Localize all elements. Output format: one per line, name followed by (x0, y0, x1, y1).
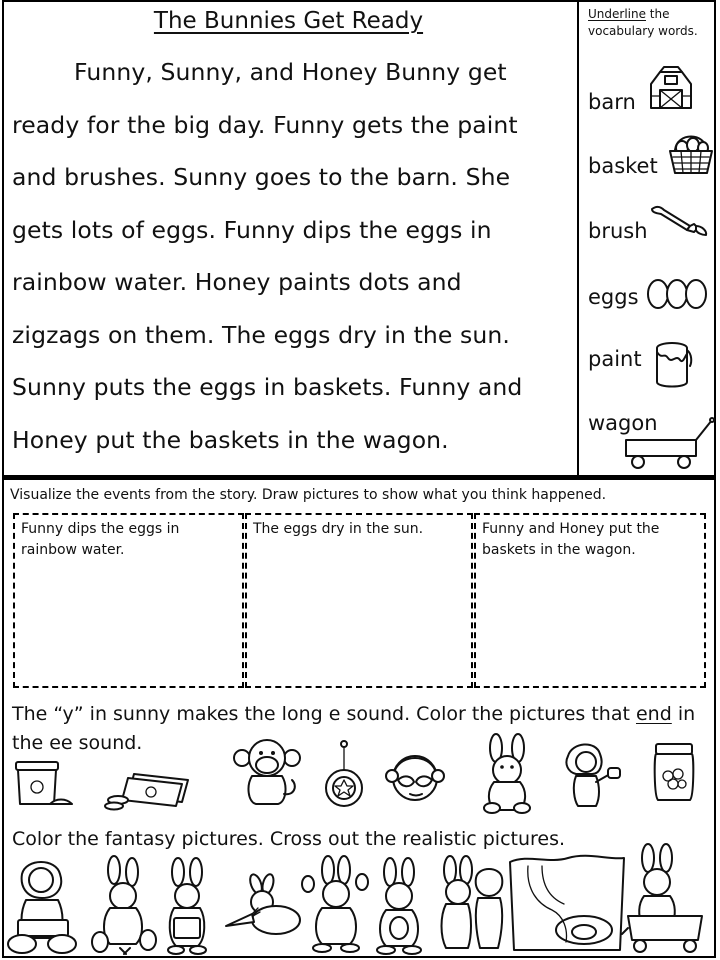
story-line: Sunny puts the eggs in baskets. Funny and (12, 373, 523, 401)
drawing-box-caption: The eggs dry in the sun. (253, 521, 424, 537)
column-divider (577, 0, 579, 477)
drawing-box-caption: Funny and Honey put the baskets in the wagon. (482, 521, 660, 558)
story-line: and brushes. Sunny goes to the barn. She (12, 163, 511, 191)
drawing-box-1[interactable] (13, 513, 244, 688)
bunny-icon[interactable] (478, 734, 538, 818)
money-icon[interactable] (104, 770, 192, 814)
vocab-word-basket[interactable]: basket (588, 154, 658, 178)
girl-with-candy-icon[interactable] (562, 740, 624, 814)
story-line: Funny, Sunny, and Honey Bunny get (74, 58, 507, 86)
fantasy-instruction: Color the fantasy pictures. Cross out the realistic pictures. (12, 828, 566, 850)
monkey-icon[interactable] (232, 738, 302, 812)
story-line: zigzags on them. The eggs dry in the sun. (12, 320, 510, 349)
drawing-box-caption: Funny dips the eggs in rainbow water. (21, 521, 180, 558)
vocab-instruction: Underline the vocabulary words. (588, 7, 698, 38)
vocab-word-barn[interactable]: barn (588, 90, 636, 114)
story-title: The Bunnies Get Ready (153, 8, 424, 34)
story-line: rainbow water. Honey paints dots and (12, 268, 462, 296)
drawing-box-3[interactable] (474, 513, 706, 688)
girl-with-bunnies-icon[interactable] (2, 858, 86, 960)
drawing-box-2[interactable] (245, 513, 473, 688)
jelly-jar-icon[interactable] (14, 758, 74, 814)
eggs-icon (646, 278, 708, 314)
vocab-word-paint[interactable]: paint (588, 347, 642, 371)
bunny-with-eggs-icon[interactable] (90, 856, 160, 960)
bunny-holding-egg-icon[interactable] (368, 858, 432, 960)
rabbit-with-carrot-icon[interactable] (224, 876, 304, 942)
girl-covering-eyes-icon[interactable] (384, 752, 446, 812)
rabbit-burrow-icon[interactable] (508, 850, 626, 960)
visualize-instruction: Visualize the events from the story. Draw pictures to show what you think happened. (10, 487, 607, 503)
story-line: ready for the big day. Funny gets the paint (12, 110, 518, 139)
bunny-in-wagon-icon[interactable] (622, 844, 712, 958)
jelly-jam-jar-icon[interactable] (652, 742, 698, 808)
long-e-instruction: The “y” in sunny makes the long e sound. Color the pictures that end in the ee sound. (12, 703, 696, 754)
story-text (12, 46, 568, 466)
vocab-word-eggs[interactable]: eggs (588, 285, 639, 309)
vocab-word-brush[interactable]: brush (588, 219, 648, 243)
brush-icon (650, 204, 708, 240)
bunny-with-sign-icon[interactable] (160, 858, 216, 960)
bunny-and-girl-icon[interactable] (434, 856, 508, 960)
yoyo-icon[interactable] (322, 740, 368, 812)
bunny-juggling-eggs-icon[interactable] (300, 856, 370, 958)
story-line: Honey put the baskets in the wagon. (12, 425, 449, 454)
story-line: gets lots of eggs. Funny dips the eggs in (12, 215, 492, 244)
wagon-icon (624, 418, 714, 474)
basket-icon (667, 130, 715, 180)
barn-icon (648, 66, 694, 114)
vocab-word-wagon[interactable]: wagon (588, 411, 658, 435)
paint-can-icon (654, 340, 694, 392)
